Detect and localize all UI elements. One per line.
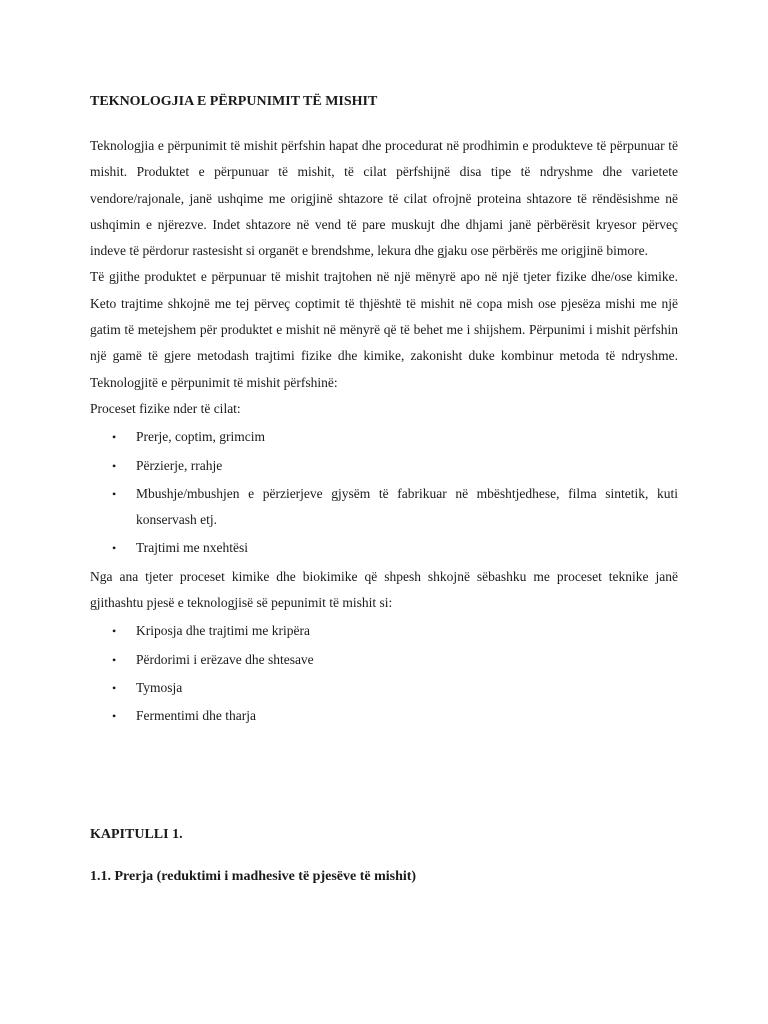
chapter-heading: KAPITULLI 1. [90, 827, 183, 842]
list-item: • Fermentimi dhe tharja [90, 703, 678, 729]
document-body [90, 133, 678, 732]
subsection-heading: 1.1. Prerja (reduktimi i madhesive të pjesëve të mishit) [90, 869, 417, 884]
bullet-icon: • [112, 709, 117, 724]
list-item: • Prerje, coptim, grimcim [90, 424, 678, 450]
physical-processes-intro: Proceset fizike nder të cilat: [90, 400, 241, 416]
list-item: • Mbushje/mbushjen e përzierjeve gjysëm të fabrikuar në mbështjedhese, filma sintetik, kuti konservash etj. [90, 481, 678, 534]
physical-processes-list [90, 424, 678, 561]
document-title: TEKNOLOGJIA E PËRPUNIMIT TË MISHIT [90, 94, 378, 109]
bullet-icon: • [112, 430, 117, 445]
list-item: • Tymosja [90, 675, 678, 701]
list-item: • Përdorimi i erëzave dhe shtesave [90, 647, 678, 673]
bullet-icon: • [112, 680, 117, 695]
bullet-icon: • [112, 541, 117, 556]
bullet-icon: • [112, 458, 117, 473]
list-item: • Kriposja dhe trajtimi me kripëra [90, 618, 678, 644]
paragraph-intro: Teknologjia e përpunimit të mishit përfshin hapat dhe procedurat në prodhimin e produkteve të përpunuar të mishit. Produktet e përpunuar të mishit, të cilat përfshijnë disa tipe të ndryshme dhe varietete vendore/rajonale, janë ushqime me origjinë shtazore të cilat ofrojnë proteina shtazore të rëndësishme në ushqimin e njërezve. Indet shtazore në vend të pare muskujt dhe dhjami janë përbërësit kryesor përveç indeve të përdorur rastesisht si organët e brendshme, lekura dhe gjaku ose përbërës me origjinë bimore. [90, 138, 678, 259]
paragraph-chemical: Nga ana tjeter proceset kimike dhe biokimike që shpesh shkojnë sëbashku me proceset teknike janë gjithashtu pjesë e teknologjisë së pepunimit të mishit si: [90, 568, 678, 611]
list-item: • Përzierje, rrahje [90, 453, 678, 479]
bullet-icon: • [112, 624, 117, 639]
list-item: • Trajtimi me nxehtësi [90, 535, 678, 561]
bullet-icon: • [112, 652, 117, 667]
bullet-icon: • [112, 486, 117, 501]
chemical-processes-list [90, 618, 678, 729]
paragraph-processing: Të gjithe produktet e përpunuar të mishit trajtohen në një mënyrë apo në një tjeter fizike dhe/ose kimike. Keto trajtime shkojnë me tej përveç coptimit të thjështë të mishit në copa mish ose pjesëza mishi me një gatim të metejshem për produktet e mishit në mënyrë që të behet me i shijshem. Përpunimi i mishit përfshin një gamë të gjere metodash trajtimi fizike dhe kimike, zakonisht duke kombinur metoda të ndryshme. Teknologjitë e përpunimit të mishit përfshinë: [90, 269, 678, 390]
